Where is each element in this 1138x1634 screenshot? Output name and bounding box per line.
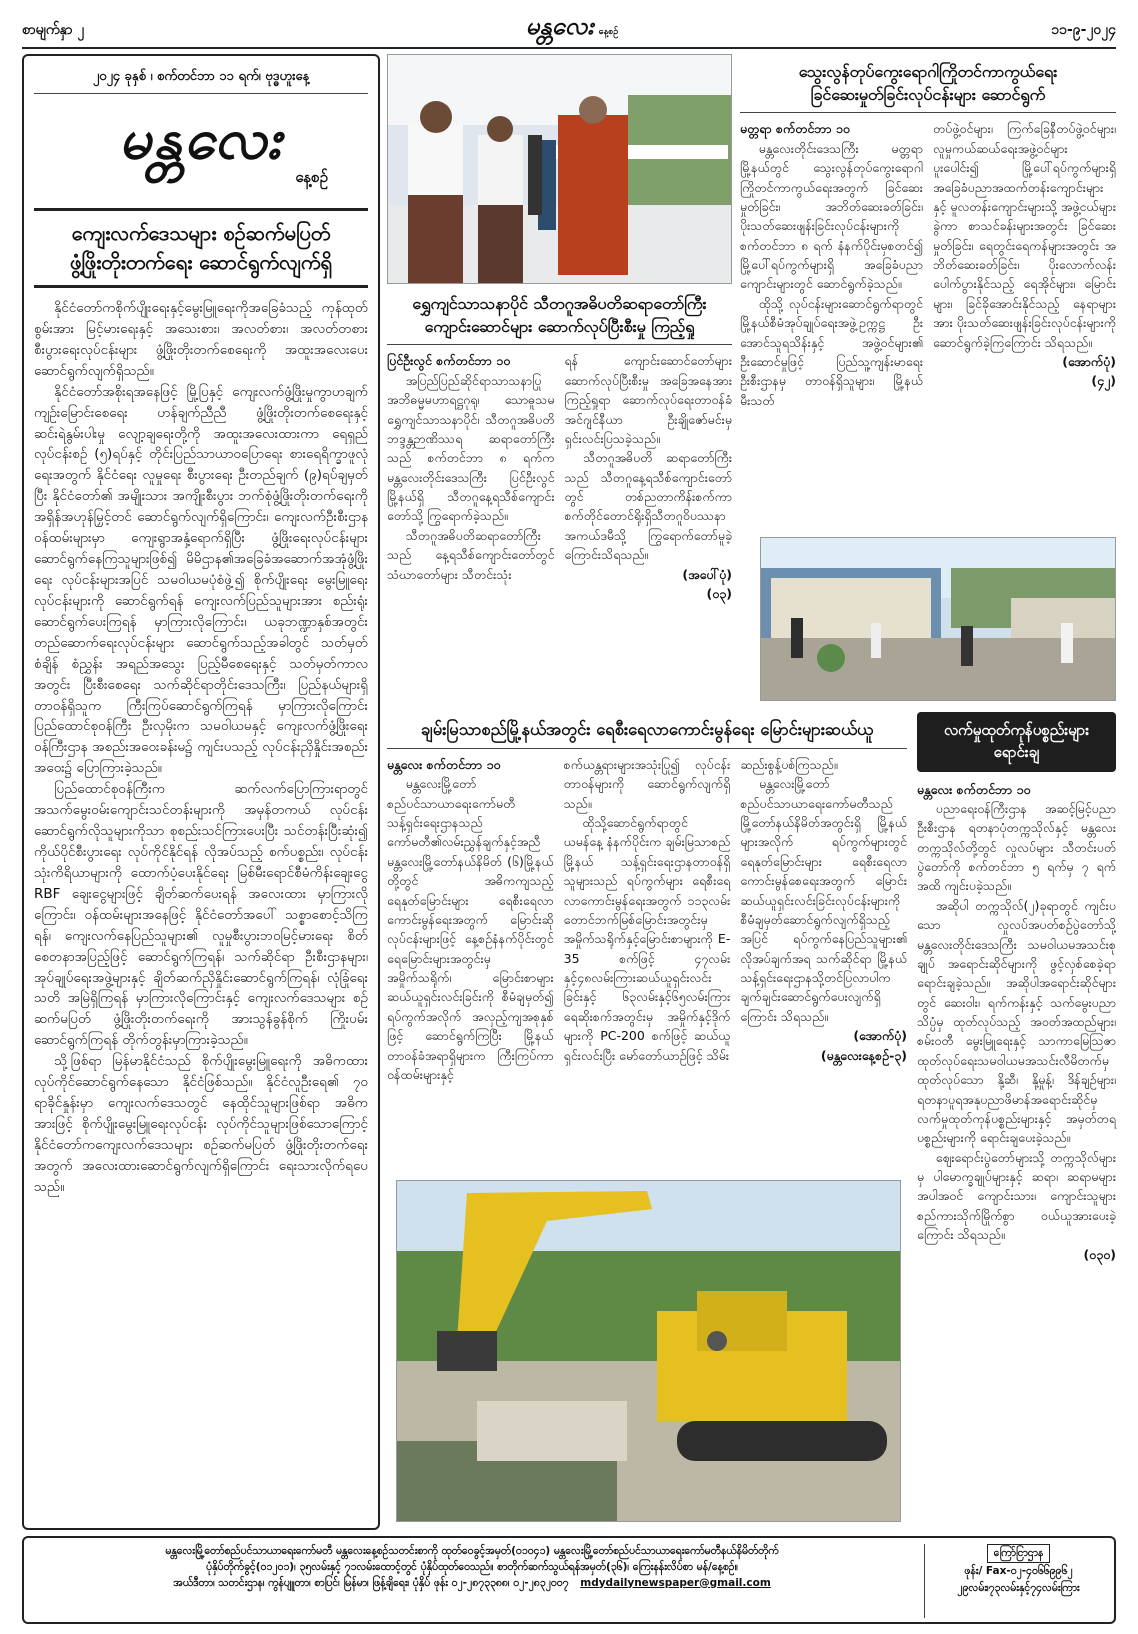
medical-headline-block — [740, 54, 1116, 113]
monastery-photo-credit: (အပေါ်ပုံ) — [682, 566, 732, 582]
medical-headline-2: ခြင်ဆေးမှုတ်ခြင်းလုပ်ငန်းများ ဆောင်ရွက် — [810, 85, 1046, 105]
medical-photo-image — [761, 538, 1116, 701]
drainage-article — [387, 712, 907, 1172]
medical-article — [740, 54, 1116, 514]
footer-line-1: မန္တလေးမြို့တော်စည်ပင်သာယာရေးကော်မတီ မန္တလေးနေ့စဉ်သတင်းစာကို ထုတ်ဝေခွင့်အမှတ်(၀၁၀၄၁) မန္တလေးမြို့တော်စည်ပင်သာယာရေးကော်မတီနယ်နိမိတ်တိုက် — [165, 1545, 779, 1557]
footer-ads — [924, 1544, 1104, 1618]
editorial-masthead-sub: နေ့စဉ် — [295, 168, 328, 186]
medical-headline-1: သွေးလွန်တုပ်ကွေးရောဂါကြိုတင်ကာကွယ်ရေး — [798, 62, 1058, 81]
monastery-headline-2: ကျောင်းဆောင်များ ဆောက်လုပ်ပြီးစီးမှု ကြည့်ရှု — [424, 317, 695, 337]
products-article — [917, 712, 1116, 1522]
drainage-paragraph: စက်ယန္တရားများအသုံးပြု၍ လုပ်ငန်းတာဝန်များကို ဆောင်ရွက်လျက်ရှိသည်။ — [563, 756, 731, 811]
medical-columns — [740, 119, 1116, 410]
monastery-columns — [387, 351, 732, 603]
ads-phone: ဖုန်း/ Fax-၀၂-၄၀၆၆၉၉၆၂ — [964, 1564, 1073, 1577]
header-rule — [22, 47, 1116, 49]
editorial-dateline: ၂၀၂၄ ခုနှစ် ၊ စက်တင်ဘာ ၁၁ ရက်၊ ဗုဒ္ဓဟူးနေ့ — [34, 64, 368, 94]
monastery-col-2 — [565, 351, 733, 603]
page-label: စာမျက်နှာ ၂ — [22, 22, 85, 38]
medical-col-2 — [933, 119, 1116, 410]
editorial-body — [34, 298, 368, 1198]
products-paragraph: အဆိုပါ တက္ကသိုလ်(၂)ခုရာတွင် ကျင်းပသော လှုလပ်အပတ်စဉ်ပွဲတော်သို့ မန္တလေးတိုင်းဒေသကြီး သမဝါယမအသင်းစုချုပ် အရောင်းဆိုင်များကို ဖွင့်လှစ်စေခဲ့ရာ ရောင်းချခဲ့သည်။ အဆိုပါအရောင်းဆိုင်များတွင် ဆေးဝါး၊ ရက်ကန်းနှင့် သက်မွေးပညာသိပ္ပံမှ ထုတ်လုပ်သည့် အဝတ်အထည်များ၊ စမ်းဝတီ မွေးမြူရေးနှင့် သာကာမြေဩဇာ ထုတ်လုပ်ရေးသမဝါယမအသင်းလီမိတက်မှ ထုတ်လုပ်သော နို့ဆီ၊ နို့မှုန့်၊ ဒိန်ချဉ်များ၊ ရတနာပူရအနုပညာဖိမာန်အရောင်းဆိုင်မှ လက်မှုထုတ်ကုန်ပစ္စည်းများနှင့် အမှတ်တရပစ္စည်းများကို ရောင်းချပေးခဲ့သည်။ — [917, 897, 1116, 1146]
monastery-article — [387, 286, 732, 678]
medical-paragraph: ထိုသို့ လုပ်ငန်းများဆောင်ရွက်ရာတွင် မြို့နယ်စီမံအုပ်ချုပ်ရေးအဖွဲ့ဥက္ကဋ္ဌ ဦးအောင်သူရသိန်းနှင့် အဖွဲ့ဝင်များ၏ ဦးဆောင်မှုဖြင့် ပြည်သူ့ကျန်းမာရေးဦးစီးဌာနမှ တာဝန်ရှိသူများ၊ မြို့နယ်မီးသတ် — [740, 295, 923, 408]
footer-email[interactable]: mdydailynewspaper@gmail.com — [580, 1576, 771, 1589]
footer-box — [22, 1536, 1116, 1624]
drainage-photo-credit: (အောက်ပုံ) — [853, 1028, 908, 1044]
products-paragraph: ဈေးရောင်းပွဲတော်များသို့ တက္ကသိုလ်များမှ ပါမောက္ခချုပ်များနှင့် ဆရာ၊ ဆရာမများ အပါအဝင် ကျောင်းသား၊ ကျောင်းသူများ စည်ကားသိုက်မြိုက်စွာ ဝယ်ယူအားပေးခဲ့ကြောင်း သိရသည်။ — [917, 1149, 1116, 1243]
drainage-paragraph: မန္တလေးမြို့တော်စည်ပင်သာယာရေးကော်မတီ သန့်ရှင်းရေးဌာနသည် ကော်မတီ၏လမ်းညွှန်ချက်နှင့်အညီ မန္တလေးမြို့တော်နယ်နိမိတ် (၆)မြို့နယ်တို့တွင် အဓိကကျသည့် ရေနုတ်မြောင်းများ ရေစီးရေလာကောင်းမွန်ရေးအတွက် မြောင်းဆိုလုပ်ငန်းများဖြင့် နေ့စဉ်နံနက်ပိုင်းတွင် ရေမြောင်းများအတွင်းမှ အမှိုက်သရိုက်၊ မြောင်းစာများ ဆယ်ယူရှင်းလင်းခြင်းကို စီမံချမှတ်၍ ရပ်ကွက်အလိုက် အလှည့်ကျအစုနှစ်ဖြင့် ဆောင်ရွက်ကြပြီး မြို့နယ်တာဝန်ခံအရာရှိများက ကြီးကြပ်ကာ ဝန်ထမ်းများနှင့် — [387, 776, 554, 1082]
header-masthead — [512, 10, 632, 44]
drainage-headline: ချမ်းမြသာစည်မြို့နယ်အတွင်း ရေစီးရေလာကောင်းမွန်ရေး မြောင်းများဆယ်ယူ — [387, 712, 907, 749]
editorial-headline-1: ကျေးလက်ဒေသများ စဉ်ဆက်မပြတ် — [71, 221, 331, 245]
monastery-paragraph: ရန် ကျောင်းဆောင်တော်များ ဆောက်လုပ်ပြီးစီးမှု အခြေအနေအားကြည့်ရှုရာ ဆောက်လုပ်ရေးတာဝန်ခံ အင်ဂျင်နီယာ ဦးချိုဇော်မင်းမှ ရှင်းလင်းပြသခဲ့သည်။ — [564, 353, 732, 446]
monastery-byline: ပြင်ဦးလွင် စက်တင်ဘာ ၁၀ — [387, 353, 511, 369]
editorial-headline-2: ဖွံ့ဖြိုးတိုးတက်ရေး ဆောင်ရွက်လျက်ရှိ — [69, 250, 333, 274]
products-body — [917, 780, 1116, 1264]
drainage-byline: မန္တလေး စက်တင်ဘာ ၁၀ — [387, 756, 501, 772]
medical-photo — [760, 537, 1116, 701]
products-headline-1: လက်မှုထုတ်ကုန်ပစ္စည်းများ — [943, 721, 1090, 739]
medical-ref: (၄၂) — [1091, 373, 1116, 389]
monastery-paragraph: သီတဂူအဓိပတိဆရာတော်ကြီးသည် နေ့ရသီစ်ကျောင်းတော်တွင် သံဃာတော်များ သီတင်းသုံး — [387, 527, 555, 582]
products-headline-2: ရောင်းချ — [993, 742, 1040, 761]
drainage-paragraph: ဆည်းစွန့်ပစ်ကြသည်။ — [740, 756, 838, 772]
monastery-photo — [387, 54, 732, 284]
footer-contacts: အယ်ဒီတာ၊ သတင်းဌာန၊ ကွန်ပျူတာ၊ စာပြင်၊ မြန်မာ၊ ဖြန့်ချိရေး၊ ပုံနှိပ် ဖုန်း ၀၂-၂၈၇၃၃၈၈၊ ၀၂-၂၈၃၂၀၀၇ — [173, 1576, 569, 1589]
footer-line-2: ပုံနှိပ်တိုက်ခွင့်(၀၁၂၀၁)၊ ၃၅လမ်းနှင့် ၇၁လမ်းထောင့်တွင် ပုံနှိပ်ထုတ်ဝေသည်။ စာတိုက်ဆက်သွယ်ရန်အမှတ်(၃၆)၊ ကြေးနန်းလိပ်စာ မန်/နေ့စဉ်။ — [206, 1560, 738, 1573]
header-bar — [22, 10, 1116, 46]
medical-paragraph: တပ်ဖွဲ့ဝင်များ၊ ကြက်ခြေနီတပ်ဖွဲ့ဝင်များ၊ လူမှုကယ်ဆယ်ရေးအဖွဲ့ဝင်များ ပူးပေါင်း၍ မြို့ပေါ်ရပ်ကွက်များရှိ အခြေခံပညာအထက်တန်းကျောင်းများနှင့် မူလတန်းကျောင်းများသို့ အဖွဲ့ငယ်များခွဲကာ စာသင်ခန်းများအတွင်း ခြင်ဆေးမှုတ်ခြင်း၊ ရေတွင်းရေကန်များအတွင်း အဘိတ်ဆေးခတ်ခြင်း၊ ပိုးလောက်လန်း ပေါက်ပွားနိုင်သည့် ရေအိုင်များ၊ မြောင်းများ၊ ခြင်ခိုအောင်းနိုင်သည့် နေရာများအား ပိုးသတ်ဆေးဖျန်းခြင်းလုပ်ငန်းများကို ဆောင်ရွက်ခဲ့ကြကြောင်း သိရသည်။ — [933, 121, 1116, 350]
editorial-paragraph: နိုင်ငံတော်အစိုးရအနေဖြင့် မြို့ပြနှင့် ကျေးလက်ဖွံ့ဖြိုးမှုကွာဟချက် ကျဉ်းမြောင်းစေရေး ဟန်ချက်ညီညီ ဖွံ့ဖြိုးတိုးတက်စေရေးနှင့် ဆင်းရဲနွမ်းပါးမှု လျော့ချရေးတို့ကို အထူးအလေးထားကာ ရေရှည်လုပ်ငန်းစဉ် (၅)ရပ်နှင့် တိုင်းပြည်သာယာဝပြောရေး စားရေရိက္ခာဖူလုံရေးအတွက် နိုင်ငံရေး လူမှုရေး စီးပွားရေး ဦးတည်ချက် (၉)ရပ်ချမှတ်ပြီး နိုင်ငံတော်၏ အမျိုးသား အကျိုးစီးပွား ဘက်စုံဖွံ့ဖြိုးတိုးတက်ရေးကို အရှိန်အဟုန်မြှင့်တင် ဆောင်ရွက်လျက်ရှိကြောင်း၊ ကျေးလက်ဦးစီးဌာန ဝန်ထမ်းများမှာ ကျေးရွာအနှံ့ရောက်ရှိပြီး ဖွံ့ဖြိုးရေးလုပ်ငန်းများ ဆောင်ရွက်နေကြသူများဖြစ်၍ မိမိဌာန၏အခြေခံအဆောက်အအုံဖွံ့ဖြိုးရေး လုပ်ငန်းများအပြင် သမဝါယမပုံစံဖွဲ့၍ စိုက်ပျိုးရေး မွေးမြူရေး လုပ်ငန်းများကို ဆောင်ရွက်ရန် ကျေးလက်ပြည်သူများအား စည်းရုံးဆောင်ရွက်ပေးကြရန် မှာကြားလိုကြောင်း၊ ယခုဘဏ္ဍာနှစ်အတွင်း တည်ဆောက်ရေးလုပ်ငန်းများ ဆောင်ရွက်သည့်အခါတွင် သတ်မှတ်စံချိန် စံညွှန်း အရည်အသွေး ပြည့်မီစေရေးနှင့် သတ်မှတ်ကာလအတွင်း ပြီးစီးစေရေး သက်ဆိုင်ရာတိုင်းဒေသကြီး၊ ပြည်နယ်များရှိ တာဝန်ရှိသူက ကြီးကြပ်ဆောင်ရွက်ကြရန် မှာကြားလိုကြောင်း ပြည်ထောင်စုဝန်ကြီး ဦးလှမိုးက သမဝါယမနှင့် ကျေးလက်ဖွံ့ဖြိုးရေးဝန်ကြီးဌာန အစည်းအဝေးခန်းမ၌ ကျင်းပသည့် လုပ်ငန်းညှိနှိုင်းအစည်း အဝေး၌ ပြောကြားခဲ့သည်။ — [34, 383, 368, 777]
medical-photo-credit: (အောက်ပုံ) — [1062, 353, 1116, 369]
drainage-paragraph: မန္တလေးမြို့တော်စည်ပင်သာယာရေးကော်မတီသည် မြို့တော်နယ်နိမိတ်အတွင်းရှိ မြို့နယ်များအလိုက် ရပ်ကွက်များတွင် ရေနုတ်မြောင်းများ ရေစီးရေလာကောင်းမွန်စေရေးအတွက် မြောင်းဆယ်ယူရှင်းလင်းခြင်းလုပ်ငန်းများကို စီမံချမှတ်ဆောင်ရွက်လျက်ရှိသည့်အပြင် ရပ်ကွက်နေပြည်သူများ၏ လိုအပ်ချက်အရ သက်ဆိုင်ရာ မြို့နယ်သန့်ရှင်းရေးဌာနသို့တင်ပြလာပါက ချက်ချင်းဆောင်ရွက်ပေးလျက်ရှိကြောင်း သိရသည်။ — [740, 776, 908, 1024]
drainage-col-1 — [387, 755, 554, 1084]
products-paragraph: ပညာရေးဝန်ကြီးဌာန အဆင့်မြင့်ပညာဦးစီးဌာန ရတနာပုံတက္ကသိုလ်နှင့် မန္တလေးတက္ကသိုလ်တို့တွင် လှုလပ်များ သီတင်းပတ်ပွဲတော်ကို စက်တင်ဘာ ၅ ရက်မှ ၇ ရက်အထိ ကျင်းပခဲ့သည်။ — [917, 800, 1116, 894]
monastery-headline-block — [387, 286, 732, 345]
products-headline-block — [917, 712, 1116, 772]
excavator-photo-image — [397, 1181, 901, 1522]
drainage-columns — [387, 755, 907, 1084]
drainage-col-2 — [564, 755, 731, 1084]
editorial-paragraph: သို့ဖြစ်ရာ မြန်မာနိုင်ငံသည် စိုက်ပျိုးမွေးမြူရေးကို အဓိကထားလုပ်ကိုင်ဆောင်ရွက်နေသော နိုင်ငံဖြစ်သည်။ နိုင်ငံလူဦးရေ၏ ၇၀ ရာခိုင်နှုန်းမှာ ကျေးလက်ဒေသတွင် နေထိုင်သူများဖြစ်ရာ အဓိကအားဖြင့် စိုက်ပျိုးမွေးမြူရေးလုပ်ငန်း လုပ်ကိုင်သူများဖြစ်သောကြောင့် နိုင်ငံတော်ကကျေးလက်ဒေသများ စဉ်ဆက်မပြတ် ဖွံ့ဖြိုးတိုးတက်ရေးအတွက် အလေးထားဆောင်ရွက်လျက်ရှိကြောင်း ရေးသားလိုက်ရပေသည်။ — [34, 1053, 368, 1195]
monastery-paragraph: သီတဂူအဓိပတိ ဆရာတော်ကြီးသည် သီတဂူနေ့ရသီစ်ကျောင်းတော်တွင် တစ်ညတာကိန်းစက်ကာ စက်တိုင်တောင်ရိုးရှိသီတဂူဝိပဿနာအကယ်ဒမီသို့ ကြွရောက်တော်မူခဲ့ကြောင်းသိရသည်။ — [564, 450, 732, 563]
header-date: ၁၁-၉-၂၀၂၄ — [1051, 22, 1116, 38]
drainage-col-3 — [740, 755, 907, 1084]
editorial-headline-block — [34, 208, 368, 288]
medical-col-1 — [740, 119, 923, 410]
footer-info — [32, 1544, 912, 1618]
monastery-photo-image — [388, 55, 732, 284]
header-masthead-sub: နေ့စဉ် — [598, 27, 619, 37]
monastery-paragraph: အပြည်ပြည်ဆိုင်ရာသာသနာပြု အဘိဓမ္မမဟာရဋ္ဌဂုရု၊ သောဓူသမ ရွှေကျင်သာသနာပိုင်၊ သီတဂူအဓိပတိဘဒ္ဒန္တဉာဏိဿရ ဆရာတော်ကြီးသည် စက်တင်ဘာ ၈ ရက်က မန္တလေးတိုင်းဒေသကြီး ပြင်ဦးလွင်မြို့နယ်ရှိ သီတဂူနေ့ရသီစ်ကျောင်းတော်သို့ ကြွရောက်ခဲ့သည်။ — [387, 372, 555, 524]
editorial-masthead-logo: မန္တလေး — [118, 107, 284, 172]
monastery-headline-1: ရွှေကျင်သာသနာပိုင် သီတဂူအဓိပတိဆရာတော်ကြီး — [412, 294, 707, 313]
footer-line-3 — [32, 1576, 912, 1592]
drainage-paragraph: ထိုသို့ဆောင်ရွက်ရာတွင် ယမန်နေ့ နံနက်ပိုင်းက ချမ်းမြသာစည်မြို့နယ် သန့်ရှင်းရေးဌာနတာဝန်ရှိသူများသည် ရပ်ကွက်များ ရေစီးရေလာကောင်းမွန်ရေးအတွက် ၁၁၃လမ်းတောင်ဘက်မြစ်မြောင်းအတွင်းမှ အမှိုက်သရိုက်နှင့်မြောင်းစာများကို E-35 စက်ဖြင့် ၄၇လမ်းနှင့်၄၈လမ်းကြားဆယ်ယူရှင်းလင်းခြင်းနှင့် ၆၃လမ်းနှင့်၆၅လမ်းကြား ရေဆိုးစက်အတွင်းမှ အမှိုက်နှင့်ဒိုက်များကို PC-200 စက်ဖြင့် ဆယ်ယူရှင်းလင်းပြီး မော်တော်ယာဉ်ဖြင့် သိမ်း — [563, 815, 731, 1063]
medical-paragraph: မန္တလေးတိုင်းဒေသကြီး မတ္တရာမြို့နယ်တွင် သွေးလွန်တုပ်ကွေးရောဂါကြိုတင်ကာကွယ်ရေးအတွက် ခြင်ဆေးမှုတ်ခြင်း၊ အဘိတ်ဆေးခတ်ခြင်း၊ ပိုးသတ်ဆေးဖျန်းခြင်းလုပ်ငန်းများကို စက်တင်ဘာ ၈ ရက် နံနက်ပိုင်းမှစတင်၍ မြို့ပေါ်ရပ်ကွက်များရှိ အခြေခံပညာကျောင်းများတွင် ဆောင်ရွက်ခဲ့သည်။ — [740, 140, 923, 292]
products-byline: မန္တလေး စက်တင်ဘာ ၁၀ — [917, 781, 1031, 797]
products-ref: (၀၃၀) — [1083, 1246, 1116, 1262]
drainage-ref: (မန္တလေးနေ့စဉ်-၃) — [820, 1047, 908, 1063]
ads-title: ကြော်ငြာဌာန — [987, 1544, 1051, 1563]
editorial-masthead — [34, 94, 368, 198]
editorial-paragraph: နိုင်ငံတော်ကစိုက်ပျိုးရေးနှင့်မွေးမြူရေးကိုအခြေခံသည့် ကုန်ထုတ်စွမ်းအား မြင့်မားရေးနှင့် အသေးစား၊ အလတ်စား၊ အလတ်တစား စီးပွားရေးလုပ်ငန်းများ ဖွံ့ဖြိုးတိုးတက်စေရေးကို အထူးအလေးပေး ဆောင်ရွက်လျက်ရှိသည်။ — [34, 300, 368, 379]
medical-byline: မတ္တရာ စက်တင်ဘာ ၁၀ — [740, 121, 850, 137]
header-masthead-text: မန္တလေး — [525, 12, 594, 40]
editorial-box — [22, 54, 380, 1530]
monastery-ref: (၀၃) — [706, 585, 732, 601]
excavator-photo — [396, 1180, 901, 1522]
ads-address: ၂၉လမ်း၊၇၃လမ်းနှင့်၇၄လမ်းကြား — [957, 1581, 1080, 1594]
editorial-paragraph: ပြည်ထောင်စုဝန်ကြီးက ဆက်လက်ပြောကြားရာတွင် အသက်မွေးဝမ်းကျောင်းသင်တန်းများကို အမှန်တကယ် လုပ်ငန်းဆောင်ရွက်လိုသူများကိုသာ စုစည်းသင်ကြားပေးပြီး သင်တန်းပြီးဆုံး၍ ကိုယ်ပိုင်စီးပွားရေး လုပ်ကိုင်နိုင်ရန် လိုအပ်သည့် စက်ပစ္စည်း၊ လုပ်ငန်းသုံးကိရိယာများကို ထောက်ပံ့ပေးနိုင်ရေး မြစ်မီးရောင်စီမံကိန်းချေးငွေ RBF ချေးငွေများဖြင့် ချိတ်ဆက်ပေးရန် အလေးထား မှာကြားလိုကြောင်း၊ ဝန်ထမ်းများအနေဖြင့် နိုင်ငံတော်အပေါ် သစ္စာစောင့်သိကြရန်၊ ကျေးလက်နေပြည်သူများ၏ လူမှုစီးပွားဘဝမြင့်မားရေး စိတ်စေတနာအပြည့်ဖြင့် ဆောင်ရွက်ကြရန်၊ သက်ဆိုင်ရာ ဦးစီးဌာနများ၊ အုပ်ချုပ်ရေးအဖွဲ့များနှင့် ချိတ်ဆက်ညှိနှိုင်းဆောင်ရွက်ကြရန်၊ လုံခြုံရေးသတိ အမြဲရှိကြရန် မှာကြားလိုကြောင်းနှင့် ကျေးလက်ဒေသများ စဉ်ဆက်မပြတ် ဖွံ့ဖြိုးတိုးတက်ရေးကို အားသွန်ခွန်စိုက် ကြိုးပမ်းဆောင်ရွက်ကြရန် တိုက်တွန်းမှာကြားခဲ့သည်။ — [34, 781, 368, 1049]
monastery-col-1 — [387, 351, 555, 603]
